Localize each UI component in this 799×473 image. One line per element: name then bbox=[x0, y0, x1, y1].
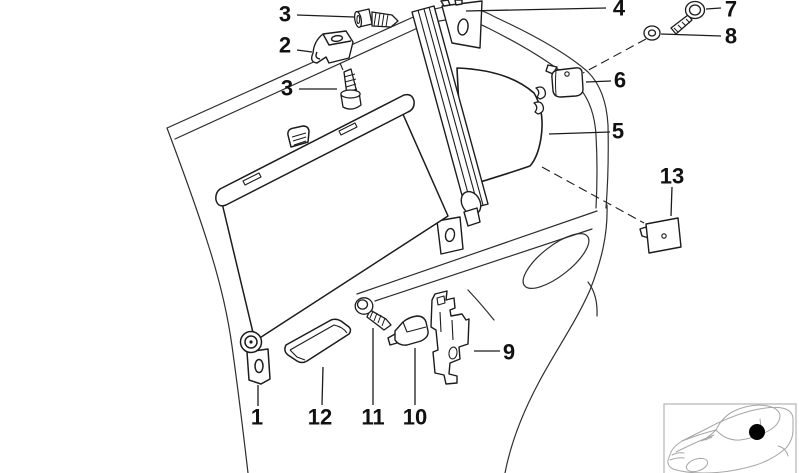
clip-part10 bbox=[388, 316, 428, 345]
callout-label-quarter-window: 5 bbox=[611, 118, 625, 144]
blind-bottom-bracket-part1 bbox=[241, 332, 271, 385]
leader-line-washer bbox=[661, 34, 721, 36]
callout-label-mount-bracket: 9 bbox=[502, 339, 516, 365]
cover-cap-part6 bbox=[546, 65, 583, 97]
roller-blind bbox=[216, 95, 448, 341]
leader-line-plate bbox=[671, 187, 672, 216]
screw-part11 bbox=[355, 298, 391, 330]
door-front-edge bbox=[167, 128, 248, 473]
leader-line-clamp bbox=[297, 50, 312, 52]
cover-part12 bbox=[285, 319, 351, 362]
callout-label-washer: 8 bbox=[724, 23, 738, 49]
leader-line-rail-bracket bbox=[466, 8, 606, 11]
plate-part13 bbox=[640, 218, 681, 253]
callout-label-cover: 12 bbox=[307, 404, 333, 430]
wheel-arch-edge bbox=[502, 205, 607, 473]
callout-label-screw-lower: 3 bbox=[280, 75, 294, 101]
callout-label-screw-upper: 3 bbox=[278, 1, 292, 27]
leader-line-cap bbox=[586, 81, 611, 82]
leader-line-cover bbox=[322, 367, 323, 405]
locator-box bbox=[664, 404, 796, 473]
car-locator-thumbnail bbox=[664, 404, 796, 473]
panel-crease-right bbox=[588, 282, 597, 316]
locator-dot bbox=[749, 424, 765, 440]
bolt-part7 bbox=[671, 2, 705, 35]
callout-label-clip: 10 bbox=[402, 404, 428, 430]
clamp-part2 bbox=[312, 31, 353, 63]
rail-top-bracket-part4 bbox=[441, 0, 482, 48]
dashed-leader-1 bbox=[542, 167, 644, 223]
rail-end-cap bbox=[464, 208, 480, 226]
callout-label-cap: 6 bbox=[613, 67, 627, 93]
panel-crease-left bbox=[468, 290, 494, 320]
leader-line-bolt bbox=[706, 8, 721, 9]
window-hook-upper bbox=[536, 87, 545, 99]
callout-label-blind-bracket: 1 bbox=[250, 404, 264, 430]
screw-part3-upper bbox=[353, 9, 398, 28]
callout-label-clamp: 2 bbox=[278, 32, 292, 58]
mount-bracket-part9 bbox=[431, 291, 469, 384]
callout-label-rail-bracket: 4 bbox=[612, 0, 626, 21]
callout-label-bolt: 7 bbox=[724, 0, 738, 22]
leader-line-quarter-window bbox=[549, 132, 610, 134]
callout-label-plate: 13 bbox=[659, 163, 685, 189]
callout-label-screw: 11 bbox=[361, 404, 385, 430]
rail-bottom-bracket bbox=[437, 217, 463, 254]
screw-part3-lower bbox=[341, 69, 361, 109]
car-outline bbox=[668, 405, 793, 473]
leader-line-screw-upper bbox=[297, 15, 354, 17]
washer-part8 bbox=[644, 26, 660, 40]
dashed-leader-2 bbox=[340, 63, 343, 70]
